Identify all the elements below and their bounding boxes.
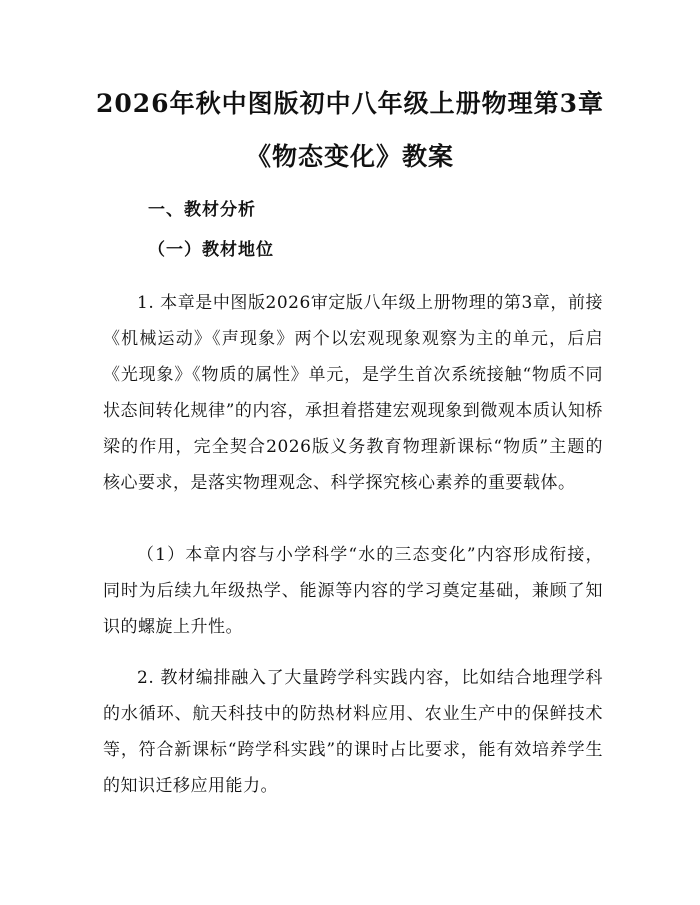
paragraph-1: 1. 本章是中图版2026审定版八年级上册物理的第3章，前接《机械运动》《声现象》两个以宏观现象观察为主的单元，后启《光现象》《物质的属性》单元，是学生首次系统接触“物质不同状态间转化规律”的内容，承担着搭建宏观现象到微观本质认知桥梁的作用，完全契合2026版义务教育物理新课标“物质”主题的核心要求，是落实物理观念、科学探究核心素养的重要载体。 <box>103 293 603 493</box>
section-heading: 一、教材分析 <box>148 200 256 220</box>
document-title-line1: 2026年秋中图版初中八年级上册物理第3章 <box>96 89 604 118</box>
paragraph-2: （1）本章内容与小学科学“水的三态变化”内容形成衔接，同时为后续九年级热学、能源等内容的学习奠定基础，兼顾了知识的螺旋上升性。 <box>103 545 603 637</box>
document-title-line2: 《物态变化》教案 <box>245 142 454 171</box>
paragraph-3: 2. 教材编排融入了大量跨学科实践内容，比如结合地理学科的水循环、航天科技中的防热材料应用、农业生产中的保鲜技术等，符合新课标“跨学科实践”的课时占比要求，能有效培养学生的知识迁移应用能力。 <box>103 668 603 796</box>
subsection-heading: （一）教材地位 <box>148 240 274 260</box>
